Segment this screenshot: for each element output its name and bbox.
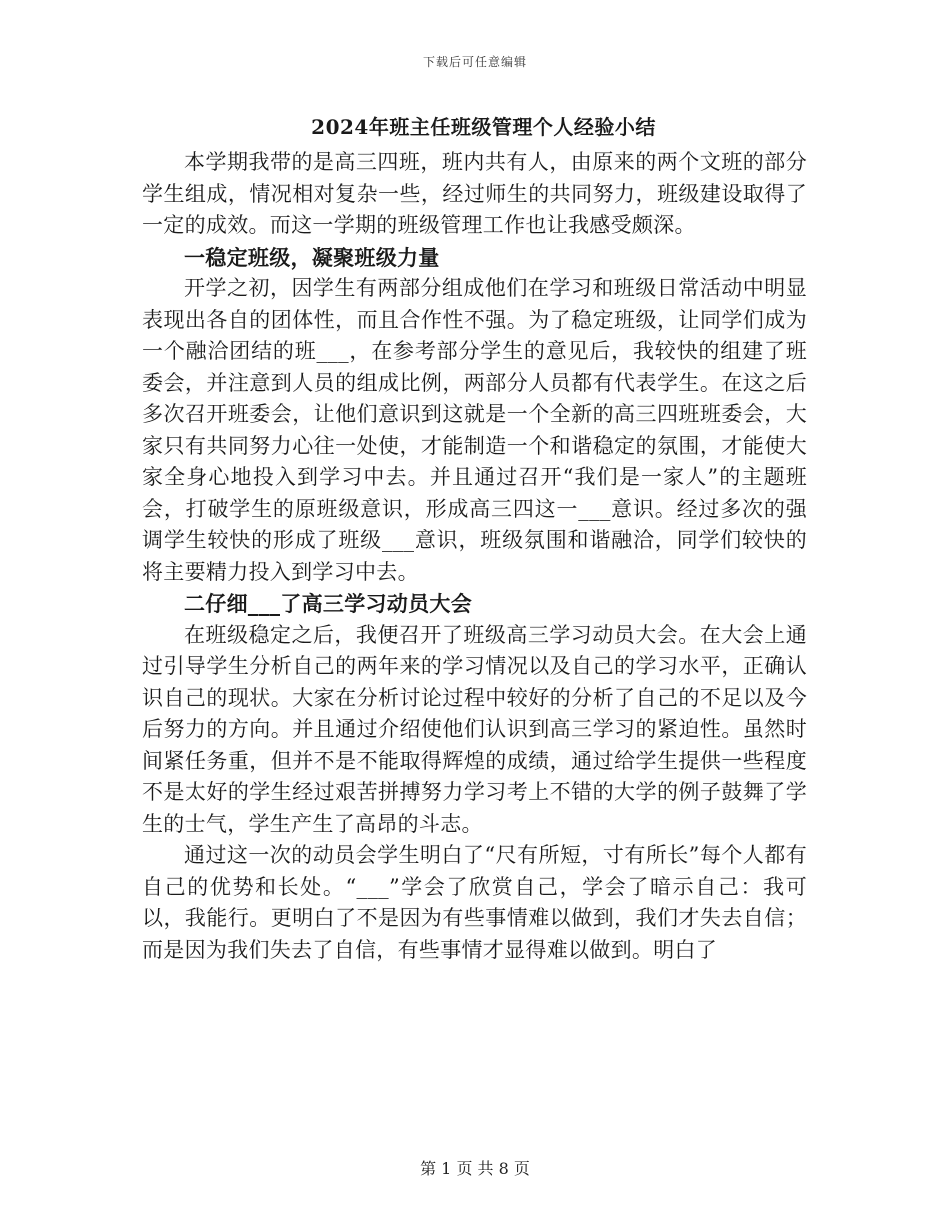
document-body: [142, 113, 807, 966]
section-heading-2: 二仔细___了高三学习动员大会: [184, 591, 472, 616]
header-note: 下载后可任意编辑: [422, 55, 527, 69]
paragraph-section-2a: 在班级稳定之后，我便召开了班级高三学习动员大会。在大会上通过引导学生分析自己的两年来的学习情况以及自己的学习水平，正确认识自己的现状。大家在分析讨论过程中较好的分析了自己的不足以及今后努力的方向。并且通过介绍使他们认识到高三学习的紧迫性。虽然时间紧任务重，但并不是不能取得辉煌的成绩，通过给学生提供一些程度不是太好的学生经过艰苦拼搏努力学习考上不错的大学的例子鼓舞了学生的士气，学生产生了高昂的斗志。: [142, 622, 807, 836]
paragraph-section-1: 开学之初，因学生有两部分组成他们在学习和班级日常活动中明显表现出各自的团体性，而且合作性不强。为了稳定班级，让同学们成为一个融洽团结的班___，在参考部分学生的意见后，我较快的组建了班委会，并注意到人员的组成比例，两部分人员都有代表学生。在这之后多次召开班委会，让他们意识到这就是一个全新的高三四班班委会，大家只有共同努力心往一处使，才能制造一个和谐稳定的氛围，才能使大家全身心地投入到学习中去。并且通过召开“我们是一家人”的主题班会，打破学生的原班级意识，形成高三四这一___意识。经过多次的强调学生较快的形成了班级___意识，班级氛围和谐融洽，同学们较快的将主要精力投入到学习中去。: [142, 276, 807, 584]
page-number: 第 1 页 共 8 页: [420, 1159, 530, 1178]
paragraph-section-2b: 通过这一次的动员会学生明白了“尺有所短，寸有所长”每个人都有自己的优势和长处。“___”学会了欣赏自己，学会了暗示自己：我可以，我能行。更明白了不是因为有些事情难以做到，我们才失去自信；而是因为我们失去了自信，有些事情才显得难以做到。明白了: [142, 843, 807, 962]
section-heading-1: 一稳定班级，凝聚班级力量: [184, 244, 440, 270]
document-title: 2024年班主任班级管理个人经验小结: [311, 115, 656, 139]
paragraph-intro: 本学期我带的是高三四班，班内共有人，由原来的两个文班的部分学生组成，情况相对复杂一些，经过师生的共同努力，班级建设取得了一定的成效。而这一学期的班级管理工作也让我感受颇深。: [142, 150, 807, 237]
